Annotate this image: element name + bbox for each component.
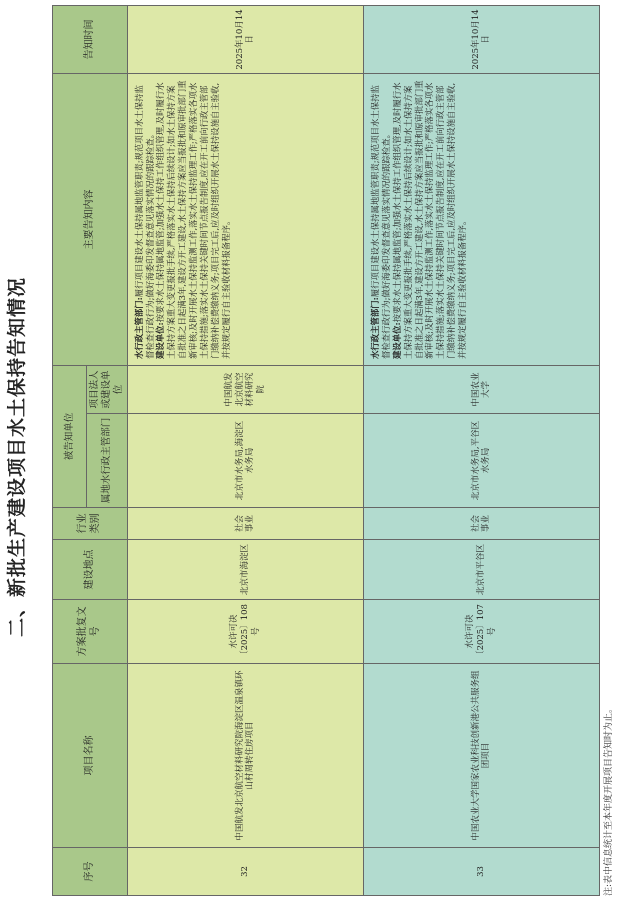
water-authority-text: 履行项目建设水土保持属地监管职责;规范项目水土保持监督检查行政行为;做好海委印发督查意见落实情况的跟踪检查。 (369, 85, 391, 359)
cell-location: 北京市海淀区 (127, 540, 363, 600)
cell-seq: 32 (127, 848, 363, 896)
header-project-name: 项目名称 (53, 664, 128, 848)
cell-notify-time: 2025年10月14日 (363, 5, 599, 73)
builder-text: 按要求水土保持属地监管;加强水土保持工作组织管理,及时履行水土保持方案重大变更报批手续,严格落实水土保持后续设计;如水土保持方案自批准之日起满3年,建设方开工建设,水土保持方案应当报批和原审批部门重新审核;及时开展水土保持监测工作,落实水土保持监理工作;严格落实各项水土保持措施;落实水土保持关键时间节点报告制度,应在开工前向行政主管部门缴纳补偿费缴纳义务;项目完工后,应及时组织开展水土保持设施自主验收,并按规定履行自主验收材料报备程序。 (391, 80, 468, 359)
cell-industry: 社会事业 (127, 508, 363, 540)
cell-legal-person: 中国农业大学 (363, 365, 599, 413)
cell-main-content (363, 73, 599, 365)
water-authority-text: 履行项目建设水土保持属地监管职责;规范项目水土保持监督检查行政行为;做好海委印发督查意见落实情况的跟踪检查。 (133, 85, 155, 359)
cell-legal-person: 中国航发北京航空材料研究院 (127, 365, 363, 413)
notification-table (52, 5, 600, 896)
header-legal-person: 项目法人或建设单位 (87, 365, 128, 413)
cell-industry: 社会事业 (363, 508, 599, 540)
header-local-authority: 属地水行政主管部门 (87, 414, 128, 508)
header-seq: 序号 (53, 848, 128, 896)
cell-project-name: 中国航发北京航空材料研究院海淀区温泉镇环山村周转住房项目 (127, 664, 363, 848)
cell-main-content (127, 73, 363, 365)
cell-local-authority: 北京市水务局,海淀区水务局 (127, 414, 363, 508)
cell-local-authority: 北京市水务局,平谷区水务局 (363, 414, 599, 508)
builder-label: 建设单位: (391, 322, 402, 359)
header-location: 建设地点 (53, 540, 128, 600)
header-approval-no: 方案批复文号 (53, 600, 128, 664)
page-title: 二、新批生产建设项目水土保持告知情况 (6, 277, 28, 638)
header-main-content: 主要告知内容 (53, 73, 128, 365)
cell-project-name: 中国农业大学国家农业科技创新港公共服务组团项目 (363, 664, 599, 848)
header-row (53, 5, 87, 895)
header-notify-time: 告知时间 (53, 5, 128, 73)
table-row (127, 5, 363, 895)
cell-approval-no: 水许可决〔2025〕107号 (363, 600, 599, 664)
table-row (363, 5, 599, 895)
footnote: 注:表中信息统计至本年度开展项目告知时为止。 (604, 703, 614, 896)
builder-label: 建设单位: (155, 322, 166, 359)
cell-approval-no: 水许可决〔2025〕108号 (127, 600, 363, 664)
cell-location: 北京市平谷区 (363, 540, 599, 600)
water-authority-label: 水行政主管部门: (133, 297, 144, 359)
cell-seq: 33 (363, 848, 599, 896)
builder-text: 按要求水土保持属地监管;加强水土保持工作组织管理,及时履行水土保持方案重大变更报批手续,严格落实水土保持后续设计;如水土保持方案自批准之日起满3年,建设方开工建设,水土保持方案应当报批和原审批部门重新审核;及时开展水土保持监测工作,落实水土保持监理工作;严格落实各项水土保持措施;落实水土保持关键时间节点报告制度,应在开工前向行政主管部门缴纳补偿费缴纳义务;项目完工后,应及时组织开展水土保持设施自主验收,并按规定履行自主验收材料报备程序。 (155, 80, 231, 359)
header-industry: 行业类别 (53, 508, 128, 540)
cell-notify-time: 2025年10月14日 (127, 5, 363, 73)
header-notified-unit: 被告知单位 (53, 365, 87, 507)
water-authority-label: 水行政主管部门: (369, 297, 380, 359)
